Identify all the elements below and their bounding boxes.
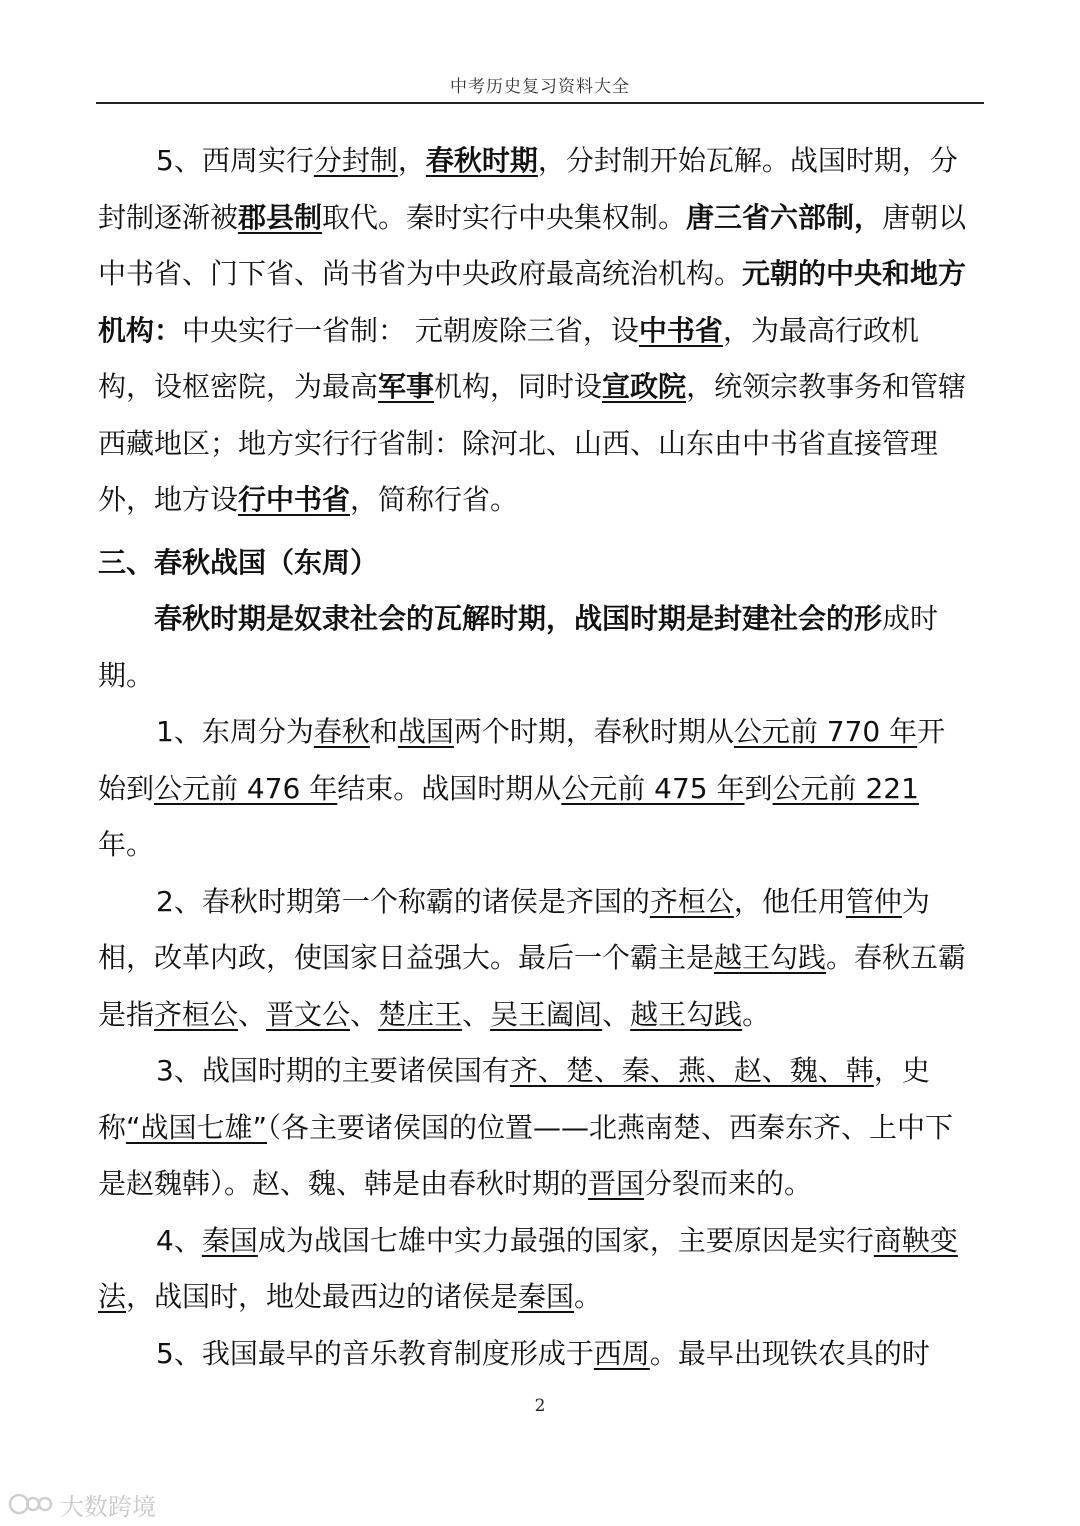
watermark-text: 大数跨境 (60, 1492, 156, 1521)
term-chunqiu-period: 春秋时期 (425, 144, 538, 177)
term-xingzhongshusheng: 行中书省 (238, 483, 351, 516)
term-zhongshusheng: 中书省 (638, 313, 723, 347)
paragraph-item-1: 1、东周分为春秋和战国两个时期，春秋时期从公元前 770 年开始到公元前 476 年结束。战国时期从公元前 475 年到公元前 221年。 (98, 715, 946, 861)
term-tang-system: 唐三省六部制， (686, 200, 883, 234)
term-fenfengzhi: 分封制 (313, 144, 398, 177)
document-body (98, 133, 972, 1382)
term-junshi: 军事 (378, 370, 435, 403)
header-title: 中考历史复习资料大全 (450, 77, 630, 97)
paragraph-item-2: 2、春秋时期第一个称霸的诸侯是齐国的齐桓公，他任用管仲为相，改革内政，使国家日益强大。最后一个霸主是越王勾践。春秋五霸是指齐桓公、晋文公、楚庄王、吴王阖闾、越王勾践。 (98, 884, 967, 1031)
page-number: 2 (534, 1396, 546, 1416)
term-xuanzhengyuan: 宣政院 (602, 370, 687, 403)
paragraph-item-4: 4、秦国成为战国七雄中实力最强的国家，主要原因是实行商鞅变法，战国时，地处最西边的诸侯是秦国。 (98, 1223, 958, 1313)
section-heading: 三、春秋战国（东周） (98, 545, 379, 579)
term-yuan-institutions: 元朝的中央和地方机构： (98, 257, 967, 347)
paragraph-summary: 春秋时期是奴隶社会的瓦解时期，战国时期是封建社会的形成时期。 (98, 602, 939, 692)
logo-icon (8, 1490, 54, 1518)
paragraph-west-zhou: 5、西周实行分封制，春秋时期，分封制开始瓦解。战国时期，分封制逐渐被郡县制取代。秦时实行中央集权制。唐三省六部制，唐朝以中书省、门下省、尚书省为中央政府最高统治机构。元朝的中央和地方机构：中央实行一省制： 元朝废除三省，设中书省，为最高行政机构，设枢密院，为最高军事机构，同时设宣政院，统领宗教事务和管辖西藏地区；地方实行行省制：除河北、山西、山东由中书省直接管理外，地方设行中书省，简称行省。 (98, 144, 967, 516)
watermark (8, 1488, 156, 1520)
paragraph-item-3: 3、战国时期的主要诸侯国有齐、楚、秦、燕、赵、魏、韩，史称“战国七雄”（各主要诸侯国的位置——北燕南楚、西秦东齐、上中下是赵魏韩）。赵、魏、韩是由春秋时期的晋国分裂而来的。 (98, 1054, 954, 1200)
page-header (96, 62, 984, 104)
paragraph-item-5: 5、我国最早的音乐教育制度形成于西周。最早出现铁农具的时 (156, 1336, 930, 1370)
term-junxianzhi: 郡县制 (238, 200, 323, 234)
